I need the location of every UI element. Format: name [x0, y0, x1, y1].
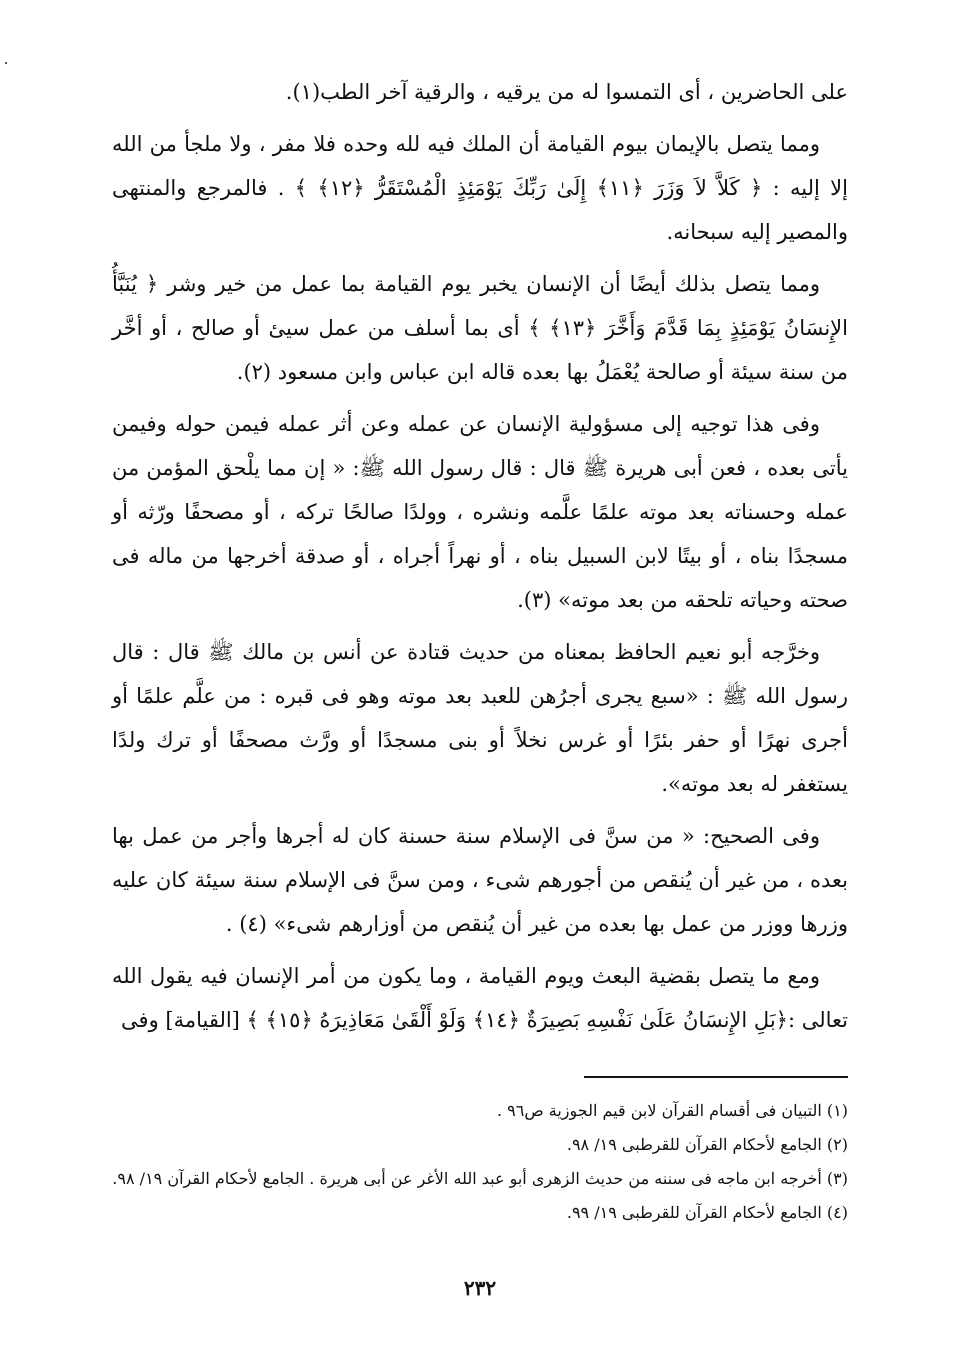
footnote-4: (٤) الجامع لأحكام القرآن للقرطبى ١٩/ ٩٩. [566, 1203, 848, 1222]
paragraph-4: وفى هذا توجيه إلى مسؤولية الإنسان عن عمله وعن أثر عمله فيمن حوله وفيمن يأتى بعده ، فعن أبى هريرة ﷺ قال : قال رسول الله ﷺ: « إن مما يلْحق المؤمن من عمله وحسناته بعد موته علمًا علَّمه ونشره ، وولدًا صالحًا تركه ، أو مصحفًا ورّثه أو مسجدًا بناه ، أو بيتًا لابن السبيل بناه ، أو نهراً أجراه ، أو صدقة أخرجها من ماله فى صحته وحياته تلحقه من بعد موته» (٣). [112, 412, 849, 612]
footnote-2: (٢) الجامع لأحكام القرآن للقرطبى ١٩/ ٩٨. [566, 1135, 848, 1154]
paragraph-7: ومع ما يتصل بقضية البعث ويوم القيامة ، وما يكون من أمر الإنسان فيه يقول الله تعالى :﴿بَلِ الإِنسَانُ عَلَىٰ نَفْسِهِ بَصِيرَةٌ ﴿١٤﴾ وَلَوْ أَلْقَىٰ مَعَاذِيرَهُ ﴿١٥﴾ ﴾ [القيامة] وفى [112, 964, 848, 1032]
footnote-divider [584, 1076, 848, 1078]
footnotes [112, 1094, 848, 1230]
paragraph-5: وخرَّجه أبو نعيم الحافظ بمعناه من حديث قتادة عن أنس بن مالك ﷺ قال : قال رسول الله ﷺ : «سبع يجرى أجرُهن للعبد بعد موته وهو فى قبره : من علَّم علمًا أو أجرى نهرًا أو حفر بئرًا أو غرس نخلاً أو بنى مسجدًا أو ورَّث مصحفًا أو ترك ولدًا يستغفر له بعد موته». [112, 640, 848, 796]
footnote-3: (٣) أخرجه ابن ماجه فى سننه من حديث الزهرى أبو عبد الله الأغر عن أبى هريرة . الجامع لأحكام القرآن ١٩/ ٩٨. [112, 1169, 848, 1188]
page-body [112, 70, 848, 1310]
paragraph-3: ومما يتصل بذلك أيضًا أن الإنسان يخبر يوم القيامة بما عمل من خير وشر ﴿ يُنَبَّأُ الإِنسَانُ يَوْمَئِذٍ بِمَا قَدَّمَ وَأَخَّرَ ﴿١٣﴾ ﴾ أى بما أسلف من عمل سيئ أو صالح ، أو أخَّر من سنة سيئة أو صالحة يُعْمَلُ بها بعده قاله ابن عباس وابن مسعود (٢). [112, 272, 848, 384]
scan-mark [5, 62, 7, 64]
paragraph-2: ومما يتصل بالإيمان بيوم القيامة أن الملك فيه لله وحده فلا مفر ، ولا ملجأ من الله إلا إليه : ﴿ كَلاَّ لاَ وَزَرَ ﴿١١﴾ إِلَىٰ رَبِّكَ يَوْمَئِذٍ الْمُسْتَقَرُّ ﴿١٢﴾ ﴾ . فالمرجع والمنتهى والمصير إليه سبحانه. [112, 132, 848, 244]
footnote-1: (١) التبيان فى أقسام القرآن لابن قيم الجوزية ص٩٦ . [496, 1101, 848, 1120]
page-number: ٢٣٢ [463, 1276, 497, 1300]
paragraph-1: على الحاضرين ، أى التمسوا له من يرقيه ، والرقية آخر الطب(١). [285, 80, 848, 104]
paragraph-6: وفى الصحيح: « من سنَّ فى الإسلام سنة حسنة كان له أجرها وأجر من عمل بها بعده ، من غير أن يُنقص من أجورهم شىء ، ومن سنَّ فى الإسلام سنة سيئة كان عليه وزرها ووزر من عمل بها بعده من غير أن يُنقص من أوزارهم شىء» (٤) . [112, 824, 848, 936]
